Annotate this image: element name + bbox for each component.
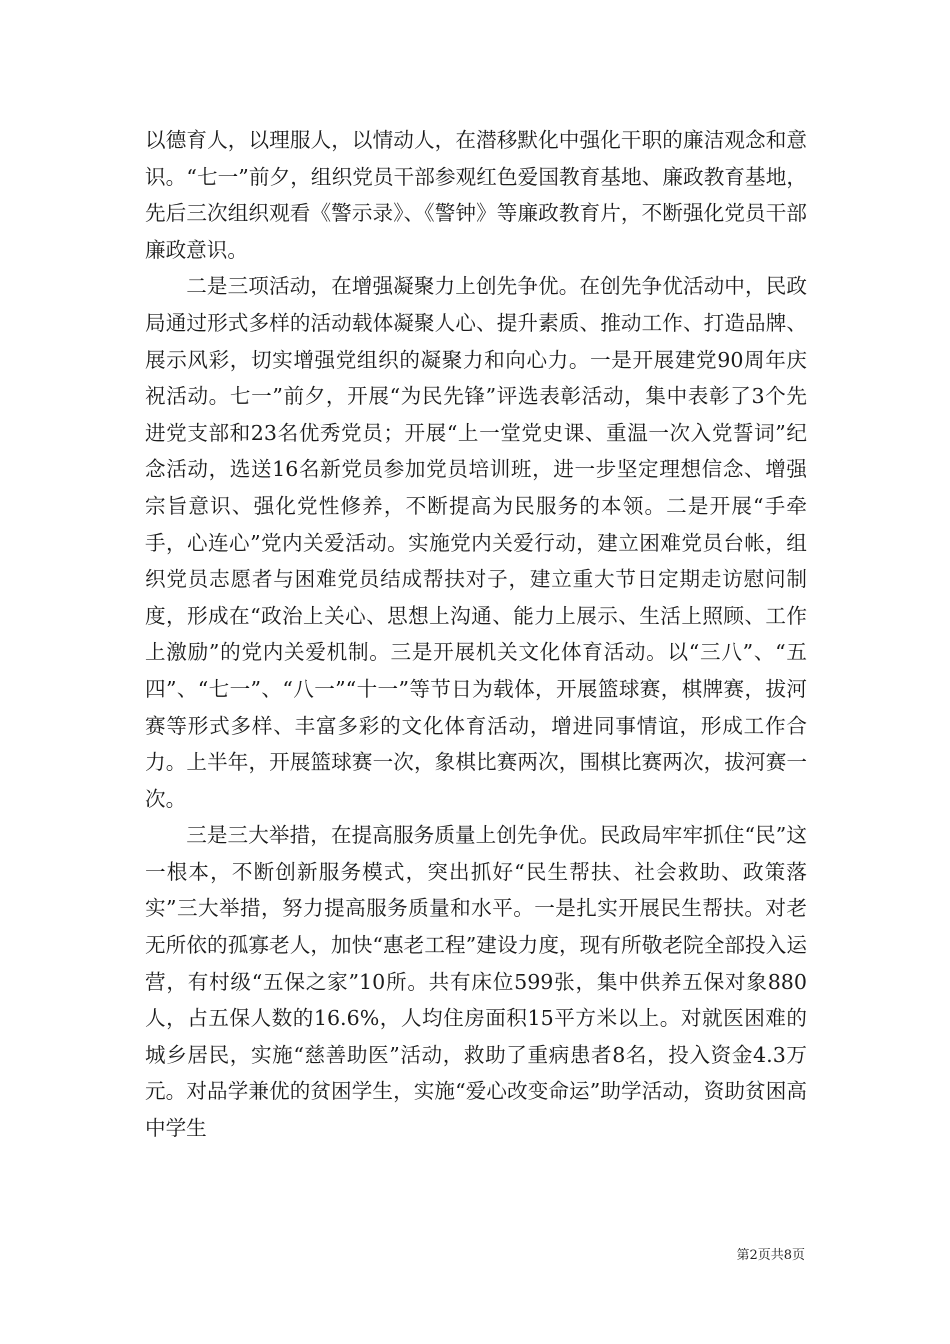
page-number: 第2页共8页 xyxy=(736,1248,805,1263)
paragraph-2: 二是三项活动，在增强凝聚力上创先争优。在创先争优活动中，民政局通过形式多样的活动载体凝聚人心、提升素质、推动工作、打造品牌、展示风彩，切实增强党组织的凝聚力和向心力。一是开展建党90周年庆祝活动。七一”前夕，开展“为民先锋”评选表彰活动，集中表彰了3个先进党支部和23名优秀党员；开展“上一堂党史课、重温一次入党誓词”纪念活动，选送16名新党员参加党员培训班，进一步坚定理想信念、增强宗旨意识、强化党性修养，不断提高为民服务的本领。二是开展“手牵手，心连心”党内关爱活动。实施党内关爱行动，建立困难党员台帐，组织党员志愿者与困难党员结成帮扶对子，建立重大节日定期走访慰问制度，形成在“政治上关心、思想上沟通、能力上展示、生活上照顾、工作上激励”的党内关爱机制。三是开展机关文化体育活动。以“三八”、“五四”、“七一”、“八一”“十一”等节日为载体，开展篮球赛，棋牌赛，拔河赛等形式多样、丰富多彩的文化体育活动，增进同事情谊，形成工作合力。上半年，开展篮球赛一次，象棋比赛两次，围棋比赛两次，拔河赛一次。 xyxy=(145,274,807,811)
paragraph-1: 以德育人，以理服人，以情动人，在潜移默化中强化干职的廉洁观念和意识。“七一”前夕，组织党员干部参观红色爱国教育基地、廉政教育基地，先后三次组织观看《警示录》、《警钟》等廉政教育片，不断强化党员干部廉政意识。 xyxy=(145,128,807,262)
paragraph-3: 三是三大举措，在提高服务质量上创先争优。民政局牢牢抓住“民”这一根本，不断创新服务模式，突出抓好“民生帮扶、社会救助、政策落实”三大举措，努力提高服务质量和水平。一是扎实开展民生帮扶。对老无所依的孤寡老人，加快“惠老工程”建设力度，现有所敬老院全部投入运营，有村级“五保之家”10所。共有床位599张，集中供养五保对象880人，占五保人数的16.6%，人均住房面积15平方米以上。对就医困难的城乡居民，实施“慈善助医”活动，救助了重病患者8名，投入资金4.3万元。对品学兼优的贫困学生，实施“爱心改变命运”助学活动，资助贫困高中学生 xyxy=(145,823,807,1141)
document-body xyxy=(145,122,807,1147)
